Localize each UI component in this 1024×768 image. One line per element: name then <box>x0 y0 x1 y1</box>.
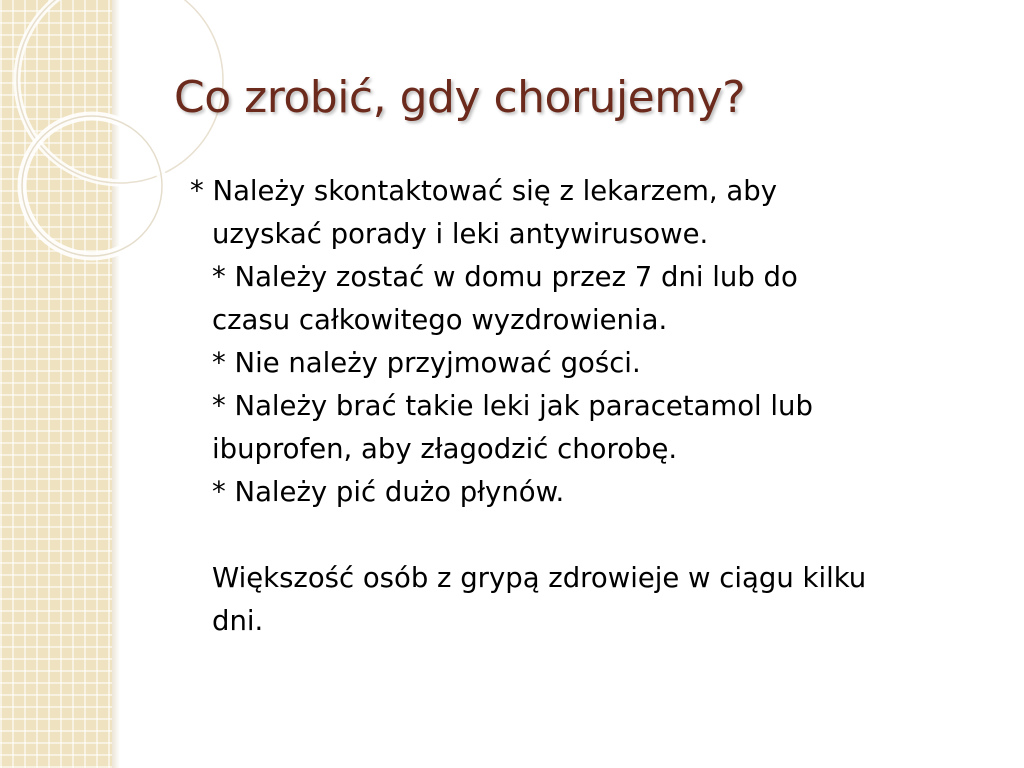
body-line-2: uzyskać porady i leki antywirusowe. <box>212 218 709 250</box>
body-line-7: ibuprofen, aby złagodzić chorobę. <box>212 433 678 465</box>
body-line-4: czasu całkowitego wyzdrowienia. <box>212 304 668 336</box>
slide-body <box>190 170 1000 643</box>
body-line-9: Większość osób z grypą zdrowieje w ciągu kilku <box>212 562 867 594</box>
body-line-1: * Należy skontaktować się z lekarzem, aby <box>190 175 777 207</box>
body-line-6: * Należy brać takie leki jak paracetamol lub <box>212 390 813 422</box>
body-line-3: * Należy zostać w domu przez 7 dni lub do <box>212 261 798 293</box>
blank-line <box>190 514 1000 557</box>
body-line-5: * Nie należy przyjmować gości. <box>212 347 641 379</box>
small-ring-outline <box>22 116 162 256</box>
body-line-8: * Należy pić dużo płynów. <box>212 476 565 508</box>
slide-title: Co zrobić, gdy chorujemy? <box>174 72 745 123</box>
body-line-10: dni. <box>212 605 264 637</box>
